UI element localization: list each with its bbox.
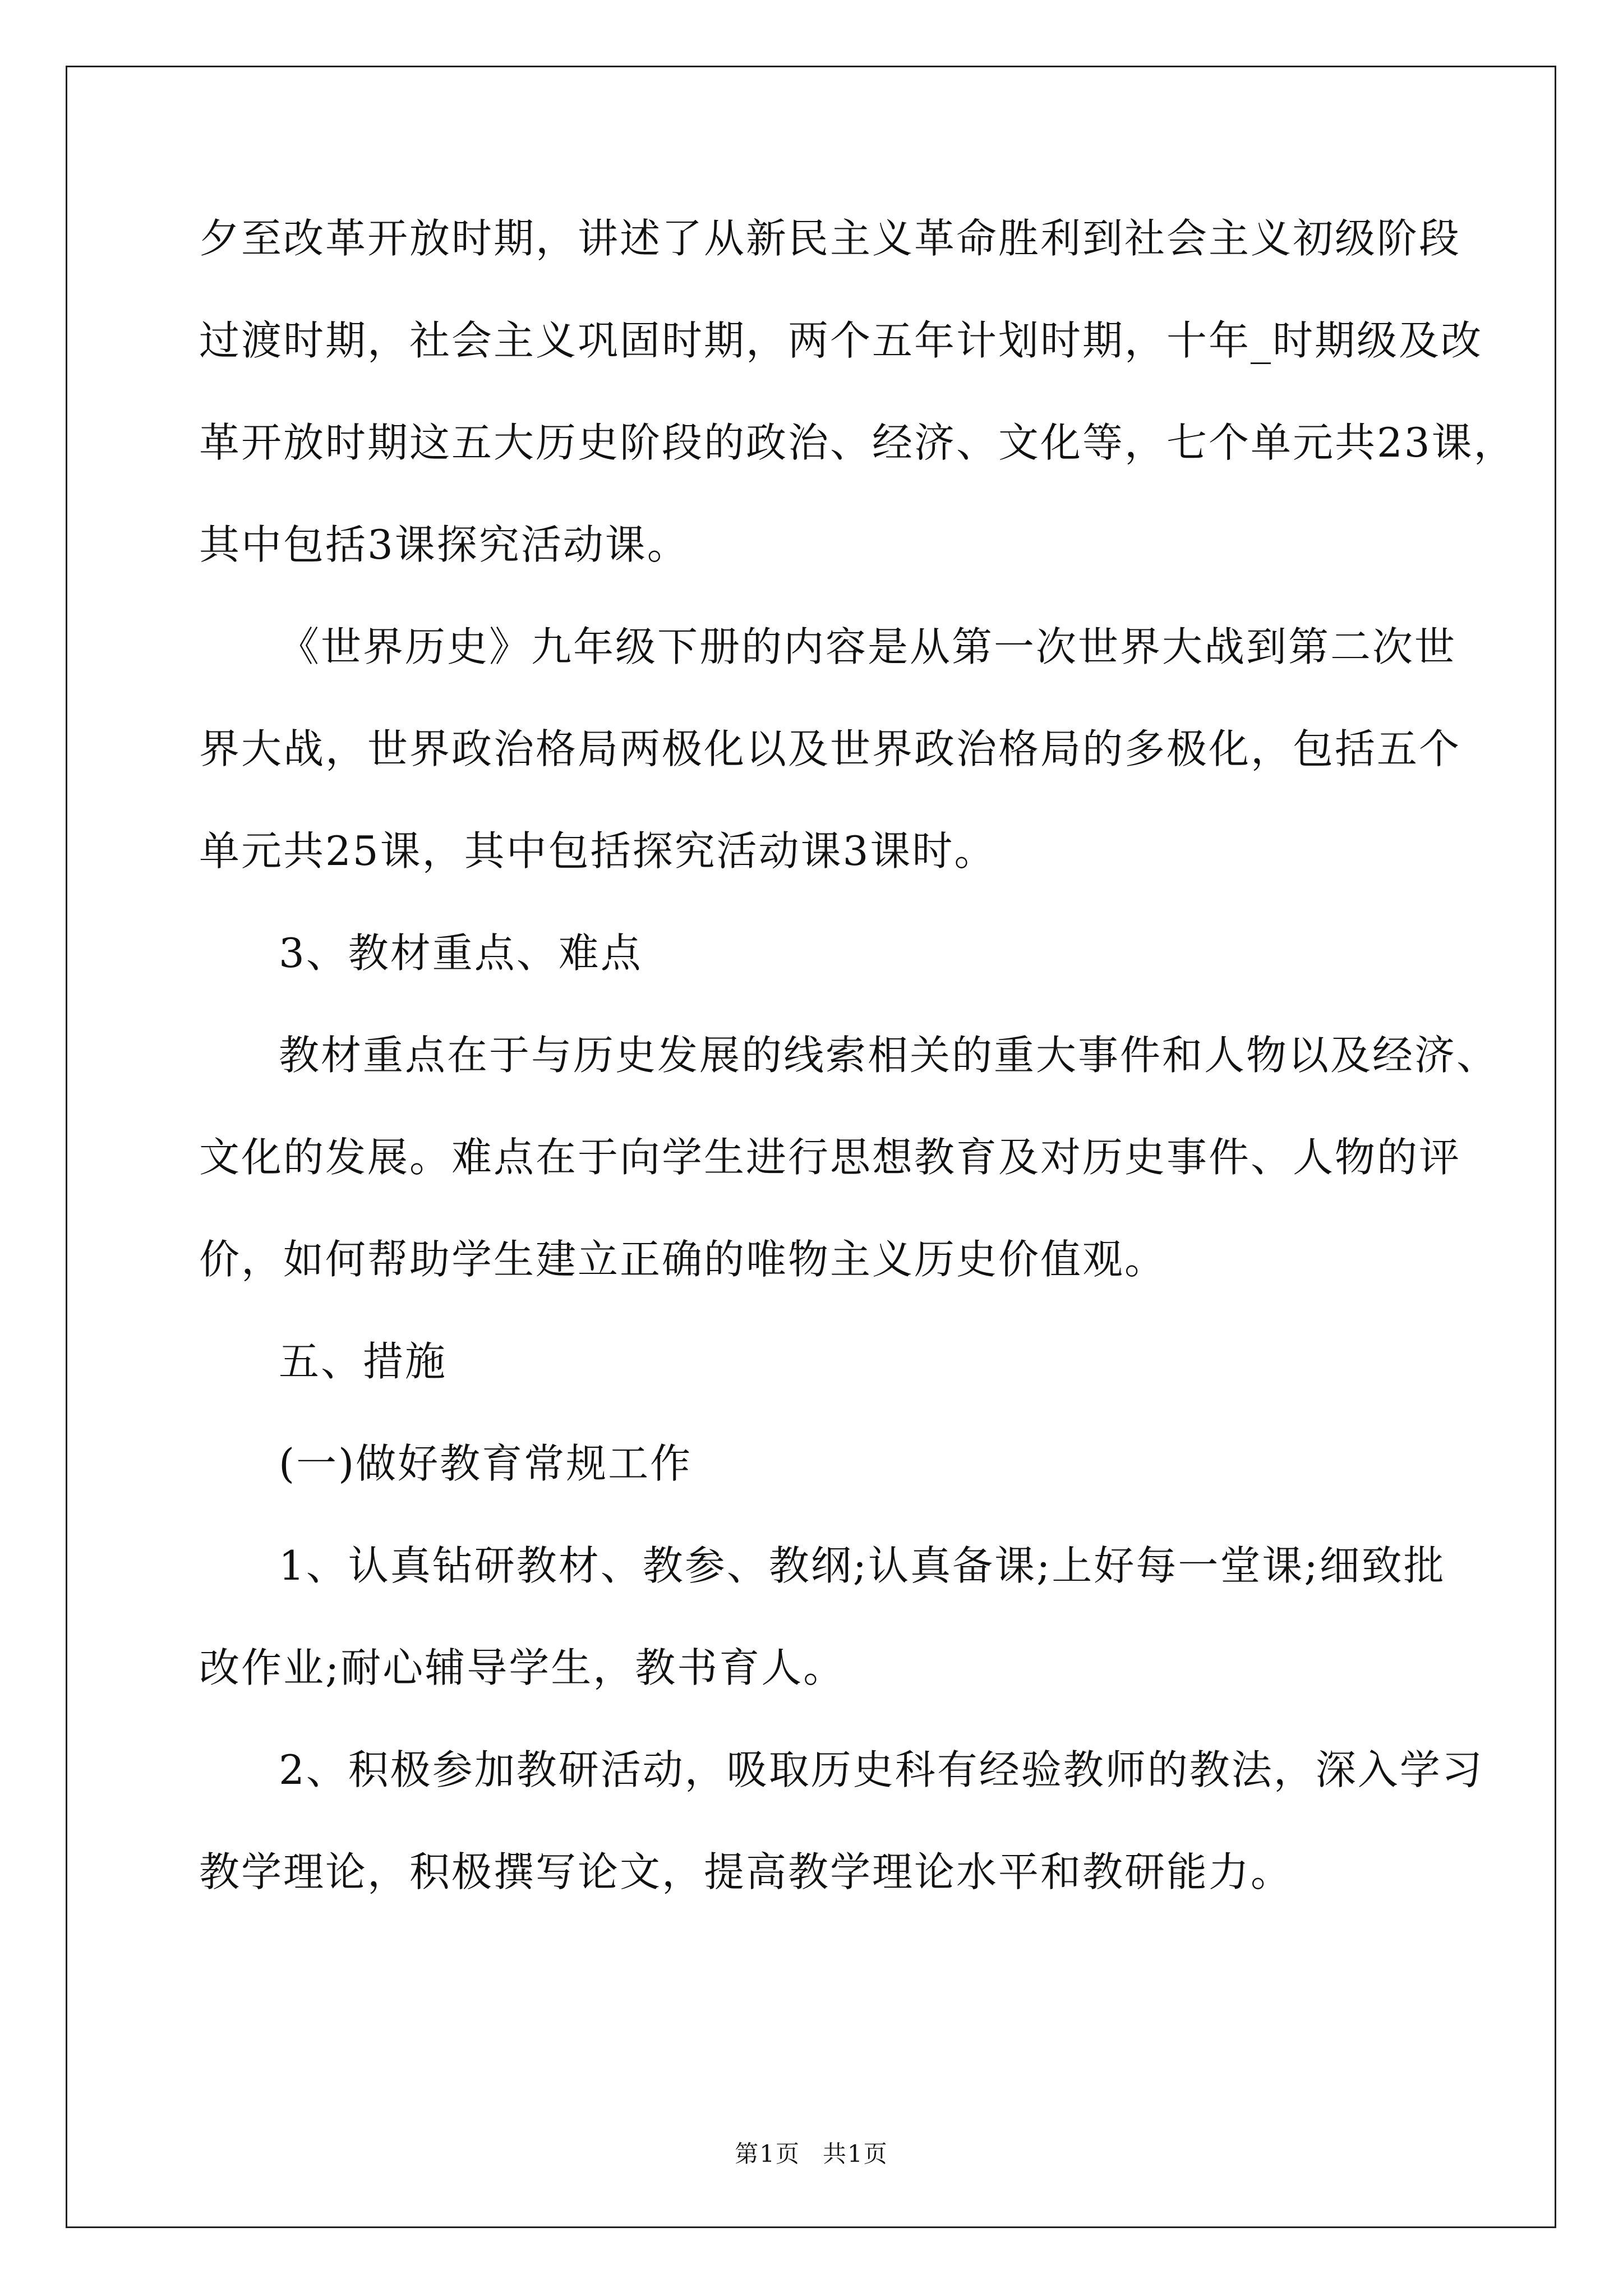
- paragraph-2-line-2: 界大战，世界政治格局两极化以及世界政治格局的多极化，包括五个: [199, 725, 1461, 772]
- paragraph-1-line-3: 革开放时期这五大历史阶段的政治、经济、文化等，七个单元共23课，: [199, 419, 1516, 466]
- page-number-current: 第1页: [735, 2140, 800, 2168]
- page-footer: [0, 2138, 1623, 2170]
- item-2-line-2: 教学理论，积极撰写论文，提高教学理论水平和教研能力。: [199, 1848, 1293, 1895]
- paragraph-4-line-2: 文化的发展。难点在于向学生进行思想教育及对历史事件、人物的评: [199, 1134, 1461, 1181]
- paragraph-4-line-1: 教材重点在于与历史发展的线索相关的重大事件和人物以及经济、: [279, 1032, 1499, 1079]
- section-heading-key-points: 3、教材重点、难点: [279, 930, 643, 977]
- page-number-total: 共1页: [823, 2140, 888, 2168]
- paragraph-1-line-1: 夕至改革开放时期，讲述了从新民主义革命胜利到社会主义初级阶段: [199, 215, 1461, 262]
- paragraph-1-line-4: 其中包括3课探究活动课。: [199, 521, 689, 568]
- paragraph-4-line-3: 价，如何帮助学生建立正确的唯物主义历史价值观。: [199, 1236, 1167, 1283]
- paragraph-2-line-1: 《世界历史》九年级下册的内容是从第一次世界大战到第二次世: [279, 623, 1457, 670]
- paragraph-2-line-3: 单元共25课，其中包括探究活动课3课时。: [199, 827, 997, 875]
- paragraph-1-line-2: 过渡时期，社会主义巩固时期，两个五年计划时期，十年_时期级及改: [199, 317, 1483, 364]
- section-heading-measures: 五、措施: [279, 1338, 448, 1385]
- item-1-line-2: 改作业;耐心辅导学生，教书育人。: [199, 1644, 846, 1691]
- item-2-line-1: 2、积极参加教研活动，吸取历史科有经验教师的教法，深入学习: [279, 1746, 1484, 1793]
- subheading-routine-work: (一)做好教育常规工作: [279, 1440, 693, 1487]
- item-1-line-1: 1、认真钻研教材、教参、教纲;认真备课;上好每一堂课;细致批: [279, 1542, 1446, 1589]
